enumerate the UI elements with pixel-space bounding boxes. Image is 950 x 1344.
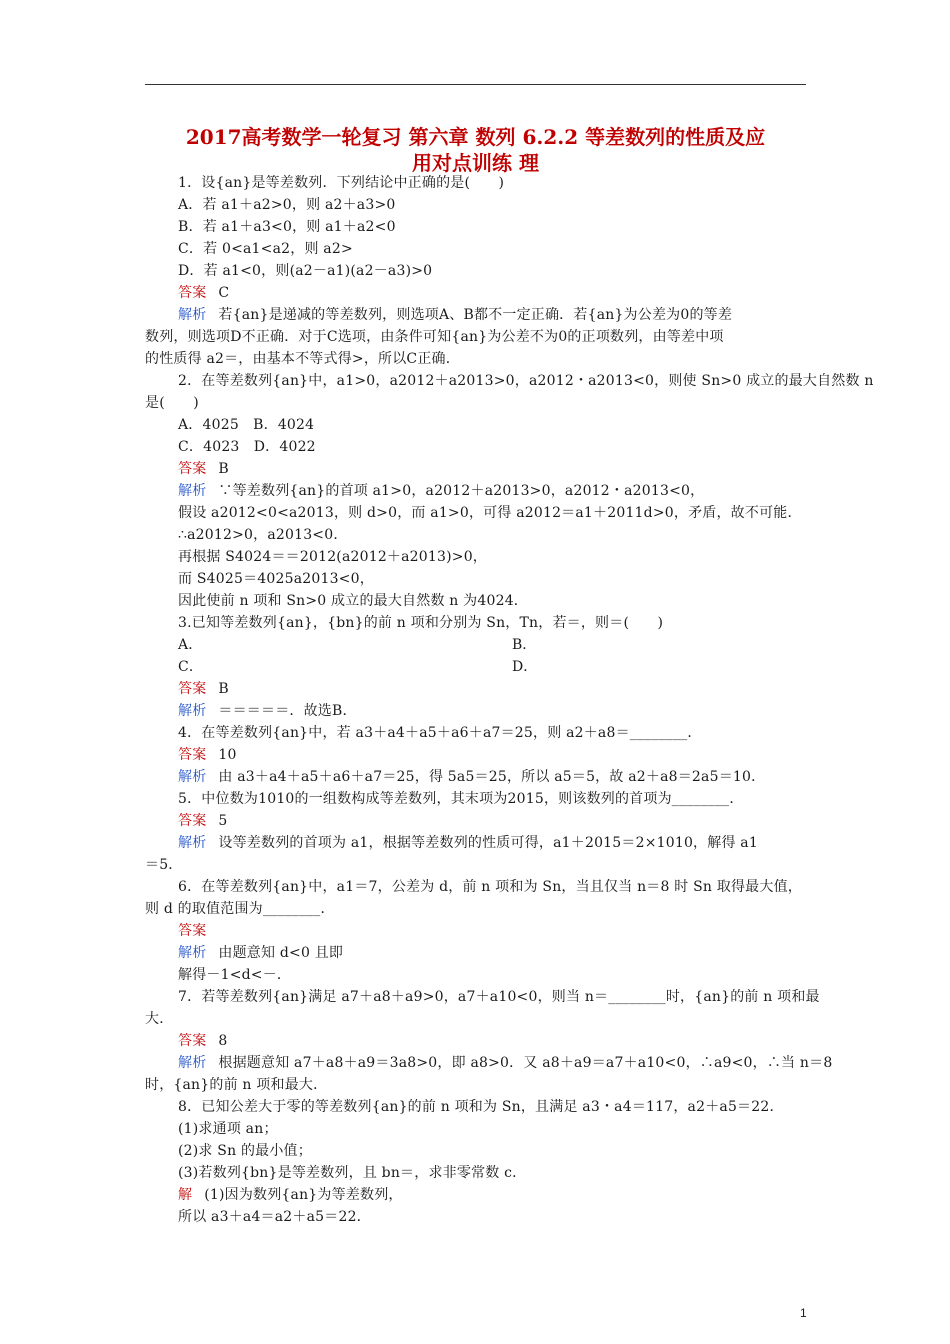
q8-part: (1)求通项 an； — [178, 1121, 278, 1137]
q4-answer — [178, 746, 843, 764]
q8-part: (3)若数列{bn}是等差数列，且 bn＝，求非零常数 c． — [178, 1165, 527, 1181]
q1-option: D．若 a1<0，则(a2－a1)(a2－a3)>0 — [178, 263, 433, 279]
q8-part: (2)求 Sn 的最小值； — [178, 1143, 312, 1159]
q1-analysis-line: 数列，则选项D不正确．对于C选项，由条件可知{an}为公差不为0的正项数列，由等差中项 — [145, 329, 724, 345]
page-title: 2017高考数学一轮复习 第六章 数列 6.2.2 等差数列的性质及应 — [185, 125, 766, 149]
analysis-label: 解析 — [178, 835, 207, 851]
q1-analysis — [178, 306, 843, 324]
analysis-text: 若{an}是递减的等差数列，则选项A、B都不一定正确．若{an}为公差为0的等差 — [218, 307, 733, 323]
answer-value: B — [218, 461, 229, 477]
q1-option: B．若 a1＋a3<0，则 a1＋a2<0 — [178, 219, 396, 235]
q1-answer — [178, 284, 843, 302]
q5-stem: 5．中位数为1010的一组数构成等差数列，其末项为2015，则该数列的首项为________． — [178, 791, 744, 807]
q2-analysis-line: 而 S4025＝4025a2013<0， — [178, 571, 374, 587]
q3-stem: 3.已知等差数列{an}，{bn}的前 n 项和分别为 Sn，Tn，若＝，则＝( ) — [178, 615, 664, 631]
answer-label: 答案 — [178, 747, 207, 763]
q6-analysis — [178, 944, 843, 962]
answer-value: 10 — [218, 747, 237, 763]
q6-stem: 6．在等差数列{an}中，a1＝7，公差为 d，前 n 项和为 Sn，当且仅当 n＝8 时 Sn 取得最大值， — [178, 879, 802, 895]
q8-solution-line: 所以 a3＋a4＝a2＋a5＝22． — [178, 1209, 371, 1225]
q1-analysis-line: 的性质得 a2＝，由基本不等式得>，所以C正确． — [145, 351, 460, 367]
q5-analysis-line: ＝5． — [145, 857, 183, 873]
q6-stem-cont: 则 d 的取值范围为________． — [145, 901, 335, 917]
analysis-text: ∵等差数列{an}的首项 a1>0，a2012＋a2013>0，a2012・a2013<0， — [218, 483, 705, 499]
analysis-text: 由题意知 d<0 且即 — [218, 945, 344, 961]
answer-value: C — [218, 285, 230, 301]
page-title-cont: 用对点训练 理 — [412, 151, 539, 175]
q7-analysis-line: 时，{an}的前 n 项和最大． — [145, 1077, 328, 1093]
q3-option: A． — [178, 637, 203, 653]
analysis-text: 根据题意知 a7＋a8＋a9＝3a8>0，即 a8>0．又 a8＋a9＝a7＋a10<0，∴a9<0，∴当 n＝8 — [218, 1055, 833, 1071]
q3-analysis — [178, 702, 843, 720]
answer-label: 答案 — [178, 1033, 207, 1049]
analysis-text: ＝＝＝＝＝．故选B． — [218, 703, 357, 719]
q7-stem-cont: 大． — [145, 1011, 174, 1027]
page-number: 1 — [800, 1306, 807, 1320]
answer-label: 答案 — [178, 681, 207, 697]
analysis-label: 解析 — [178, 1055, 207, 1071]
q6-analysis-line: 解得－1<d<－． — [178, 967, 292, 983]
analysis-label: 解析 — [178, 483, 207, 499]
analysis-text: 由 a3＋a4＋a5＋a6＋a7＝25，得 5a5＝25，所以 a5＝5，故 a2＋a8＝2a5＝10． — [218, 769, 766, 785]
q3-option: B． — [512, 637, 537, 653]
q2-stem: 2．在等差数列{an}中，a1>0，a2012＋a2013>0，a2012・a2013<0，则使 Sn>0 成立的最大自然数 n — [178, 373, 874, 389]
q7-stem: 7．若等差数列{an}满足 a7＋a8＋a9>0，a7＋a10<0，则当 n＝________时，{an}的前 n 项和最 — [178, 989, 820, 1005]
analysis-label: 解析 — [178, 945, 207, 961]
answer-value: 5 — [218, 813, 228, 829]
solution-text: (1)因为数列{an}为等差数列， — [204, 1187, 403, 1203]
q5-analysis — [178, 834, 843, 852]
q4-analysis — [178, 768, 843, 786]
answer-label: 答案 — [178, 285, 207, 301]
q7-answer — [178, 1032, 843, 1050]
q2-analysis-line: 因此使前 n 项和 Sn>0 成立的最大自然数 n 为4024． — [178, 593, 529, 609]
header-rule — [145, 84, 806, 85]
q3-option: D． — [512, 659, 538, 675]
analysis-label: 解析 — [178, 703, 207, 719]
q2-stem-cont: 是( ) — [145, 395, 199, 411]
q4-stem: 4．在等差数列{an}中，若 a3＋a4＋a5＋a6＋a7＝25，则 a2＋a8＝________． — [178, 725, 702, 741]
q3-option: C． — [178, 659, 204, 675]
q1-option: C．若 0<a1<a2，则 a2> — [178, 241, 353, 257]
q2-analysis-line: ∴a2012>0，a2013<0． — [178, 527, 348, 543]
solution-label: 解 — [178, 1187, 193, 1203]
q2-analysis-line: 假设 a2012<0<a2013，则 d>0，而 a1>0，可得 a2012＝a1＋2011d>0，矛盾，故不可能． — [178, 505, 802, 521]
q2-option: A．4025 B．4024 — [178, 417, 315, 433]
answer-label: 答案 — [178, 461, 207, 477]
analysis-text: 设等差数列的首项为 a1，根据等差数列的性质可得，a1＋2015＝2×1010，解得 a1 — [218, 835, 758, 851]
q1-option: A．若 a1＋a2>0，则 a2＋a3>0 — [178, 197, 396, 213]
q8-stem: 8．已知公差大于零的等差数列{an}的前 n 项和为 Sn，且满足 a3・a4＝117，a2＋a5＝22． — [178, 1099, 784, 1115]
analysis-label: 解析 — [178, 307, 207, 323]
q8-solution — [178, 1186, 843, 1204]
q6-answer — [178, 922, 843, 940]
q5-answer — [178, 812, 843, 830]
q7-analysis — [178, 1054, 843, 1072]
q2-analysis-line: 再根据 S4024＝＝2012(a2012＋a2013)>0， — [178, 549, 488, 565]
q2-analysis — [178, 482, 843, 500]
q2-answer — [178, 460, 843, 478]
answer-value: B — [218, 681, 229, 697]
q3-answer — [178, 680, 843, 698]
q2-option: C．4023 D．4022 — [178, 439, 316, 455]
answer-label: 答案 — [178, 923, 207, 939]
analysis-label: 解析 — [178, 769, 207, 785]
q1-stem: 1．设{an}是等差数列．下列结论中正确的是( ) — [178, 175, 505, 191]
answer-value: 8 — [218, 1033, 228, 1049]
answer-label: 答案 — [178, 813, 207, 829]
